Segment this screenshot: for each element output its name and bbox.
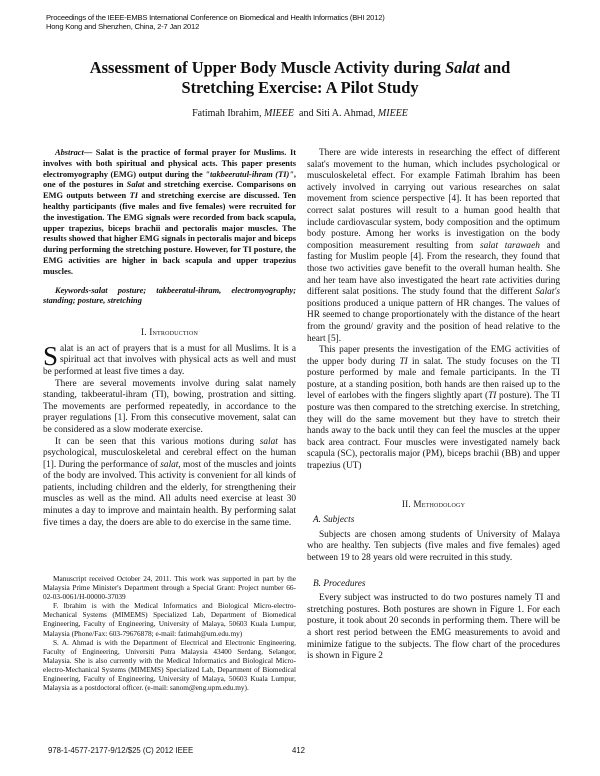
intro-paragraph-4: There are wide interests in researching the effect of different salat's movement to the human, which includes psychological or musculoskeletal effect. For example Fatimah Ibrahim has been actively involved in carrying out various researches on salat movement from science perspective [4]. It has been reported that correct salat postures will result to a human good health that include cardiovascular system, body composition and the optimum body posture. Among her works is investigation on the body composition measurement resulting from salat tarawaeh and fasting for Muslim people [4]. From the research, they found that those two activities gave benefit to the overall human health. She and her team have also investigated the heart rate activities during different salat positions. The study found that the different Salat's positions produced a unique pattern of HR changes. The values of HR seemed to change proportionately with the distance of the heart from the ground/ gravity and the position of head relative to the heart [5].: [307, 148, 561, 344]
keywords: Keywords-salat posture; takbeeratul-ihram, electromyography; standing; posture, stretching: [43, 285, 296, 306]
intro-paragraph-3: It can be seen that this various motions during salat has psychological, musculoskeletal and cerebral effect on the human [1]. During the performance of salat, most of the muscles and joints of the body are involved. This activity is convenient for all kinds of patients, including children and the elderly, for strengthening their muscles as well as the mind. All adults need exercise at least 30 minutes a day to improve and maintain health. By performing salat five times a day, the doers are able to do exercise in the same time.: [43, 436, 296, 528]
subsection-subjects: A. Subjects: [313, 515, 355, 526]
conference-header: [46, 13, 385, 31]
intro-paragraph-5: This paper presents the investigation of the EMG activities of the upper body during TI in salat. The study focuses on the TI posture performed by male and female participants. In the TI posture, at a standing position, both hands are then raised up to the level of earlobes with the fingers slightly apart (TI posture). The TI posture was then compared to the stretching exercise. In stretching, they will do the same movement but they have to stretch their hands away to the back until they can feel the muscles at the upper back area contract. Four muscles were investigated namely back scapula (SC), pectoralis major (PM), biceps brachii (BB) and upper trapezius (UT): [307, 345, 561, 472]
footnote-manuscript: Manuscript received October 24, 2011. This work was supported in part by the Malaysia Prime Minister's Department through a Special Grant: Project number 66-02-03-0061/H-00000-37039: [43, 574, 296, 602]
procedures-paragraph: Every subject was instructed to do two postures namely TI and stretching postures. Both postures are shown in Figure 1. For each posture, it took about 20 seconds in performing them. There will be a short rest period between the EMG measurements to avoid and minimize fatigue to the subjects. The flow chart of the procedures is shown in Figure 2: [307, 593, 560, 662]
abstract: Abstract— Salat is the practice of formal prayer for Muslims. It involves with both spiritual and physical acts. This paper presents electromyography (EMG) output during the "takbeeratul-ihram (TI)", one of the postures in Salat and stretching exercise. Comparisons on EMG outputs between TI and stretching exercise are discussed. Ten healthy participants (five males and five females) were recruited for the investigation. The EMG signals were recorded from back scapula, upper trapezius, biceps brachii and pectoralis major muscles. The results showed that higher EMG signals in pectoralis major and biceps during performing the stretching posture. However, for TI posture, the EMG activities are higher in back scapula and upper trapezius muscles.: [43, 148, 297, 276]
footnote-author-2: S. A. Ahmad is with the Department of Electrical and Electronic Engineering, Faculty of Engineering, Universiti Putra Malaysia 43400 Serdang, Selangor, Malaysia. She is also currently with the Medical Informatics and Biological Micro-electro-Mechanical Systems (MIMEMS) Specialized Lab, Department of Biomedical Engineering, Faculty of Engineering, University of Malaya, 50603 Kuala Lumpur, Malaysia as a postdoctoral officer. (e-mail: sanom@eng.upm.edu.my).: [43, 637, 296, 693]
left-column: [43, 148, 296, 529]
conference-location: Hong Kong and Shenzhen, China, 2-7 Jan 2012: [46, 22, 200, 31]
section-heading-introduction: I. Introduction: [140, 327, 199, 338]
subsection-procedures: B. Procedures: [313, 578, 366, 589]
drop-cap: S: [43, 340, 59, 371]
subjects-paragraph: Subjects are chosen among students of University of Malaya who are healthy. Ten subjects (five males and five females) aged between 19 to 28 years old were recruited in this study.: [307, 529, 560, 563]
paper-title: Assessment of Upper Body Muscle Activity during Salat and Stretching Exercise: A Pilot Study: [89, 58, 511, 97]
conference-name: Proceedings of the IEEE-EMBS International Conference on Biomedical and Health Informatics (BHI 2012): [46, 13, 385, 22]
author-list: Fatimah Ibrahim, MIEEE and Siti A. Ahmad, MIEEE: [192, 108, 408, 119]
section-heading-methodology: II. Methodology: [401, 498, 466, 509]
footnote-author-1: F. Ibrahim is with the Medical Informatics and Biological Micro-electro-Mechanical Systems (MIMEMS) Specialized Lab, Department of Biomedical Engineering, Faculty of Engineering, University of Malaya, 50603 Kuala Lumpur, Malaysia (Phone/Fax: 603-79676878; e-mail: fatimah@um.edu.my): [43, 601, 296, 638]
page-number: 412: [292, 746, 306, 755]
intro-paragraph-2: There are several movements involve during salat namely standing, takbeeratul-ihram (TI), bowing, prostration and sitting. The movements are performed repeatedly, in accordance to the prayer regulations [1]. From this consecutive movement, salat can be considered as a slow moderate exercise.: [43, 378, 296, 435]
copyright-isbn: 978-1-4577-2177-9/12/$25 (C) 2012 IEEE: [48, 746, 194, 755]
intro-paragraph-1: Salat is an act of prayers that is a must for all Muslims. It is a spiritual act that involves with physical acts as well and must be performed at least five times a day.: [43, 340, 296, 377]
right-column: [307, 148, 560, 663]
footnotes: [43, 574, 296, 692]
